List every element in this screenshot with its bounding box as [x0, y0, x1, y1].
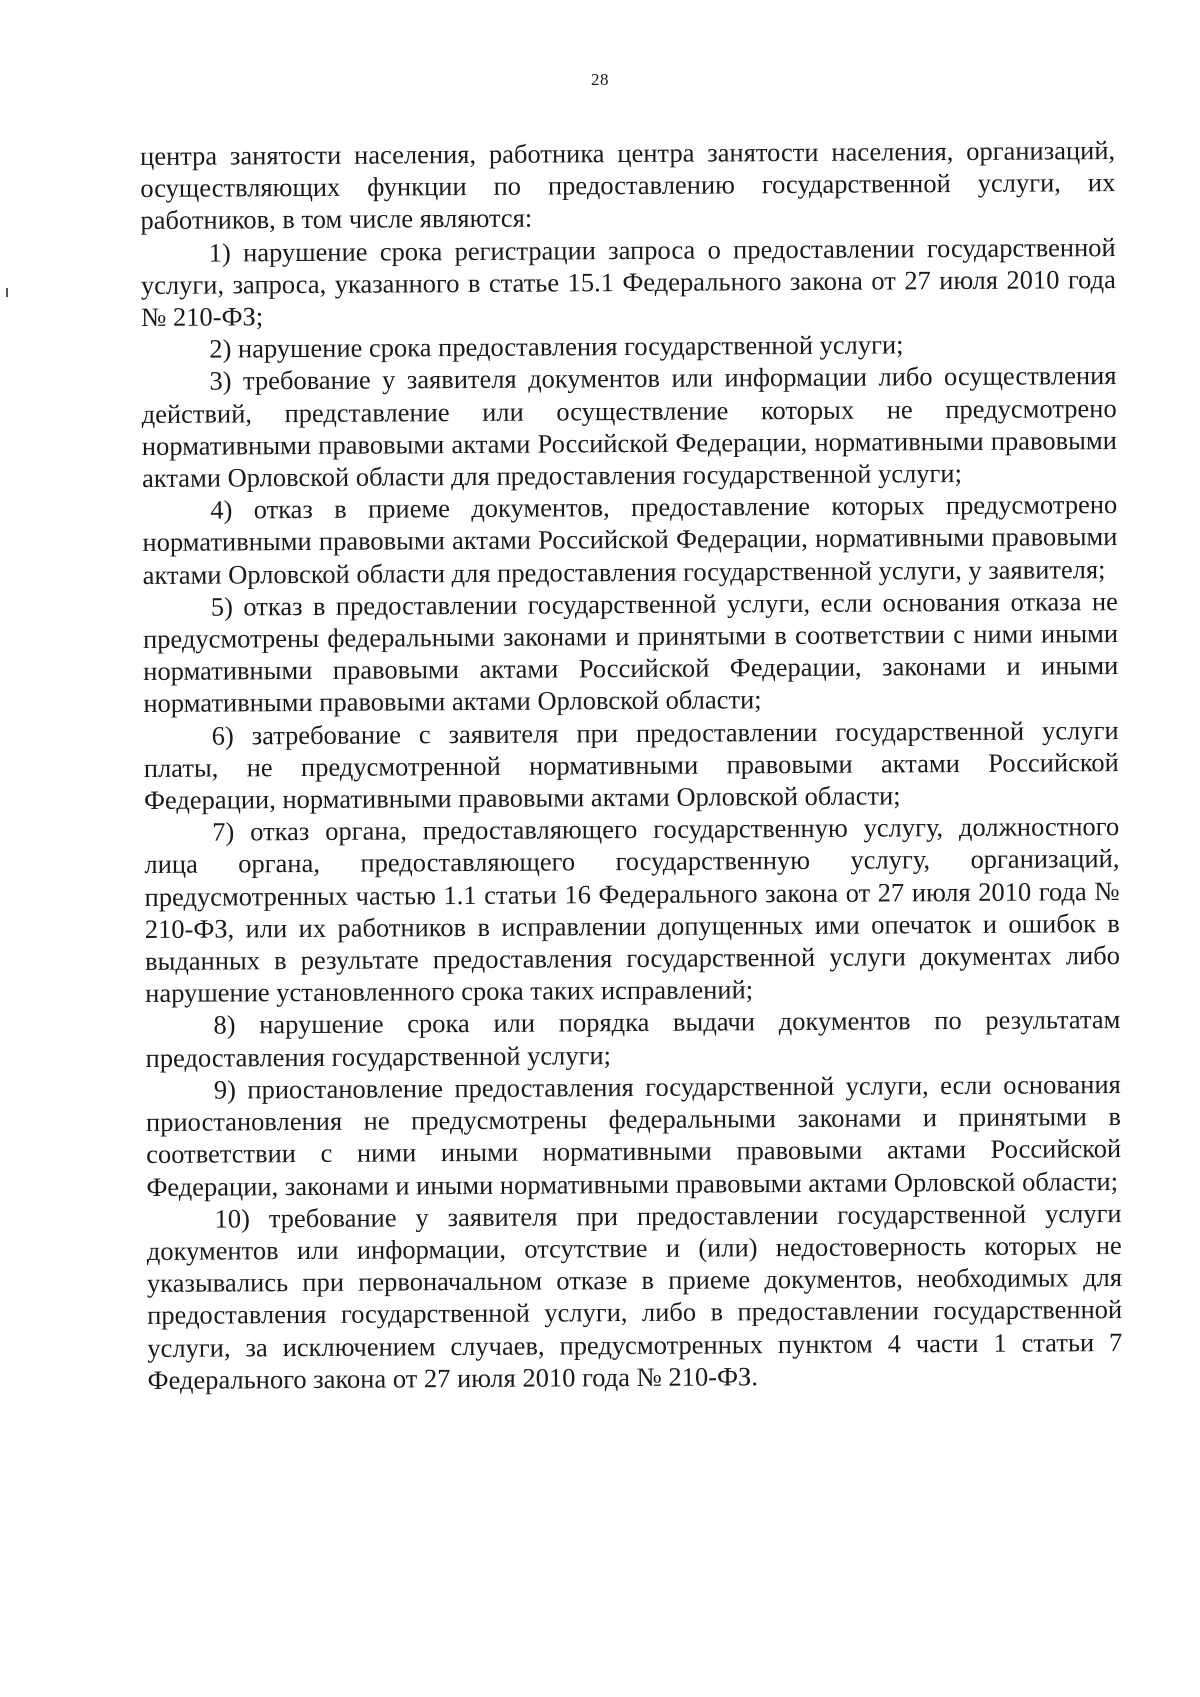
list-item-10: 10) требование у заявителя при предоставлении государственной услуги документов или информации, отсутствие и (или) недостоверность которых не указывались при первоначальном отказе в приеме документов, необходимых для предоставления государственной услуги, либо в предоставлении государственной услуги, за исключением случаев, предусмотренных пунктом 4 части 1 статьи 7 Федерального закона от 27 июля 2010 года № 210-ФЗ. [146, 1197, 1123, 1395]
list-item-5: 5) отказ в предоставлении государственной услуги, если основания отказа не предусмотрены федеральными законами и принятыми в соответствии с ними иными нормативными правовыми актами Российской Федерации, законами и иными нормативными правовыми актами Орловской области; [142, 585, 1119, 719]
intro-paragraph: центра занятости населения, работника центра занятости населения, организаций, осуществляющих функции по предоставлению государственной услуги, их работников, в том числе являются: [140, 135, 1116, 236]
list-item-8: 8) нарушение срока или порядка выдачи документов по результатам предоставления государственной услуги; [145, 1004, 1121, 1073]
list-item-1: 1) нарушение срока регистрации запроса о предоставлении государственной услуги, запроса, указанного в статье 15.1 Федерального закона от 27 июля 2010 года № 210-ФЗ; [140, 231, 1116, 333]
scan-margin-mark [6, 288, 8, 297]
list-item-4: 4) отказ в приеме документов, предоставление которых предусмотрено нормативными правовыми актами Российской Федерации, нормативными правовыми актами Орловской области для предоставления государственной услуги, у заявителя; [142, 489, 1118, 590]
document-body [140, 134, 1123, 1396]
list-item-3: 3) требование у заявителя документов или информации либо осуществления действий, представление или осуществление которых не предусмотрено нормативными правовыми актами Российской Федерации, нормативными правовыми актами Орловской области для предоставления государственной услуги; [141, 360, 1117, 494]
list-item-6: 6) затребование с заявителя при предоставлении государственной услуги платы, не предусмотренной нормативными правовыми актами Российской Федерации, нормативными правовыми актами Орловской области; [143, 714, 1119, 816]
list-item-9: 9) приостановление предоставления государственной услуги, если основания приостановления не предусмотрены федеральными законами и принятыми в соответствии с ними иными нормативными правовыми актами Российской Федерации, законами и иными нормативными правовыми актами Орловской области; [145, 1068, 1122, 1202]
list-item-2: 2) нарушение срока предоставления государственной услуги; [209, 329, 904, 364]
page-number: 28 [591, 70, 609, 89]
list-item-7: 7) отказ органа, предоставляющего государственную услугу, должностного лица органа, предоставляющего государственную услугу, организаций, предусмотренных частью 1.1 статьи 16 Федерального закона от 27 июля 2010 года № 210-ФЗ, или их работников в исправлении допущенных ими опечаток и ошибок в выданных в результате предоставления государственной услуги документах либо нарушение установленного срока таких исправлений; [144, 811, 1121, 1009]
